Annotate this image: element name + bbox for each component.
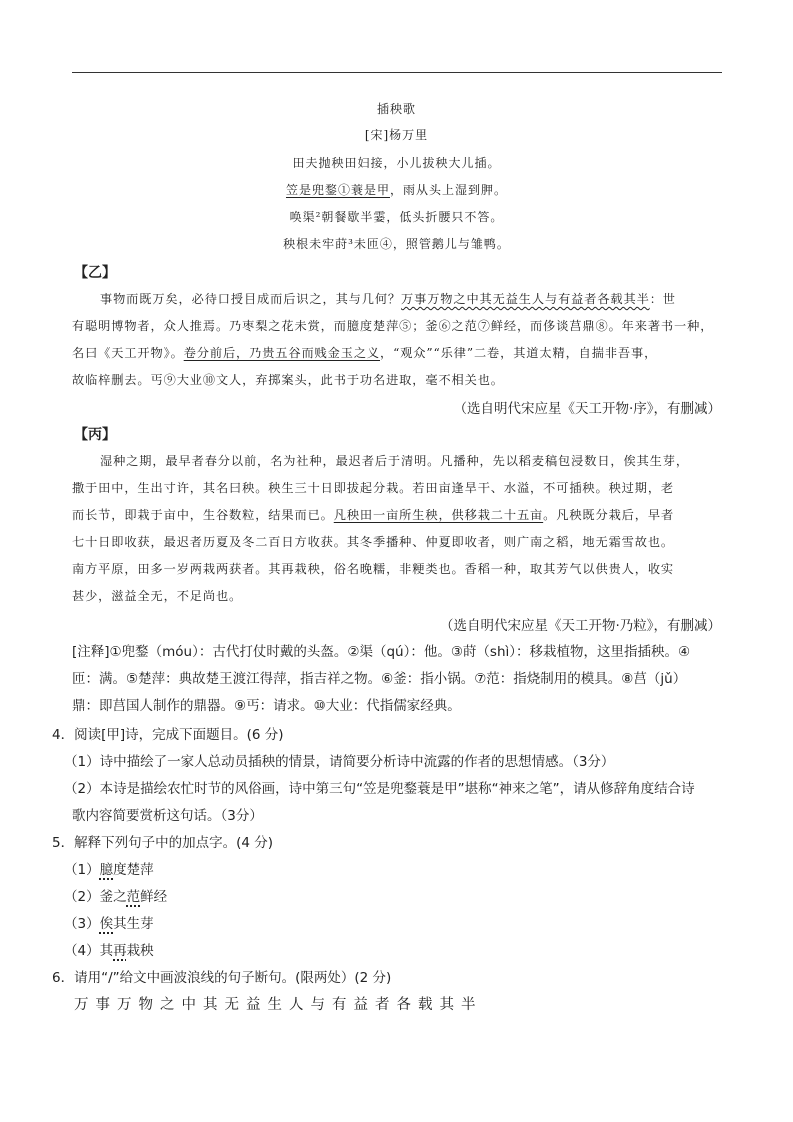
question-5: 5．解释下列句子中的加点字。(4 分) — [52, 835, 274, 851]
bing-line-2: 撒于田中，生出寸许，其名曰秧。秧生三十日即拔起分栽。若田亩逢旱干、水溢，不可插秧。秧过期，老 — [72, 481, 675, 495]
question-5-2 — [64, 885, 167, 905]
q5-3-suffix: 其生芽 — [113, 916, 154, 932]
section-yi-heading: 【乙】 — [74, 265, 116, 281]
poem-line-2 — [0, 181, 793, 198]
poem-line-2-rest: ，雨从头上湿到胛。 — [390, 183, 508, 197]
top-rule — [72, 72, 722, 73]
q5-2-suffix: 鲜经 — [140, 889, 168, 905]
bing-line-3-start: 而长节，即栽于亩中，生谷数粒，结果而已。 — [72, 508, 334, 522]
q5-3-dotted-char: 俟 — [99, 916, 114, 932]
question-5-1 — [64, 858, 154, 878]
bing-line-3 — [72, 506, 674, 523]
yi-line-1 — [100, 290, 676, 307]
yi-line-2: 有聪明博物者，众人推焉。乃枣梨之花未赏，而臆度楚萍⑤；釜⑥之范⑦鲜经，而侈谈莒鼎⑧。年来著书一种， — [72, 319, 714, 333]
question-6-sentence: 万事万物之中其无益生人与有益者各载其半 — [74, 997, 483, 1013]
yi-line-4: 故临梓删去。丐⑨大业⑩文人，弃掷案头，此书于功名进取，毫不相关也。 — [72, 373, 504, 387]
bing-line-3-end: 。凡秧既分栽后，早者 — [543, 508, 675, 522]
yi-source: （选自明代宋应星《天工开物·序》，有删减） — [453, 401, 721, 417]
bing-line-5: 南方平原，田多一岁两栽两获者。其再栽秧，俗名晚糯，非粳类也。香稻一种，取其芳气以供贵人，收实 — [72, 562, 675, 576]
q5-1-dotted-char: 臆 — [99, 862, 114, 878]
poem-author: [宋]杨万里 — [364, 128, 429, 142]
bing-source: （选自明代宋应星《天工开物·乃粒》，有删减） — [439, 618, 721, 634]
notes-line-2: 匝：满。⑤楚萍：典故楚王渡江得萍，指吉祥之物。⑥釜：指小锅。⑦范：指烧制用的模具。⑧莒（jǔ） — [72, 671, 687, 687]
question-4-1: （1）诗中描绘了一家人总动员插秧的情景，请简要分析诗中流露的作者的思想情感。（3分） — [64, 754, 615, 770]
poem-line-1: 田夫抛秧田妇接，小儿拔秧大儿插。 — [292, 156, 501, 170]
q5-1-suffix: 度楚萍 — [113, 862, 154, 878]
poem-line-2-underlined: 笠是兜鍪①蓑是甲 — [285, 183, 390, 197]
yi-line-3-end: ，“观众”“乐律”二卷，其道太精，自揣非吾事， — [380, 346, 658, 360]
poem-title: 插秧歌 — [376, 102, 416, 116]
bing-underlined-sentence: 凡秧田一亩所生秧，供移栽二十五亩 — [333, 508, 544, 522]
notes-line-1: [注释]①兜鍪（móu）：古代打仗时戴的头盔。②渠（qú）：他。③莳（shì）：移栽植物，这里指插秧。④ — [72, 644, 691, 660]
q5-3-prefix: （3） — [64, 916, 100, 932]
yi-line-3 — [72, 344, 657, 361]
question-4-2b: 歌内容简要赏析这句话。（3分） — [72, 808, 263, 824]
yi-line-1-end: ：世 — [649, 292, 676, 306]
question-4: 4．阅读[甲]诗，完成下面题目。(6 分) — [52, 727, 284, 743]
poem-line-3: 唤渠²朝餐歇半霎，低头折腰只不答。 — [289, 210, 504, 224]
yi-line-3-start: 名曰《天工开物》。 — [72, 346, 184, 360]
bing-line-6: 甚少，滋益全无，不足尚也。 — [72, 589, 243, 603]
section-bing-heading: 【丙】 — [74, 427, 116, 443]
question-6: 6．请用“/”给文中画波浪线的句子断句。(限两处）(2 分) — [52, 970, 392, 986]
bing-line-1: 湿种之期，最早者春分以前，名为社种，最迟者后于清明。凡播种，先以稻麦稿包浸数日，俟其生芽， — [100, 454, 689, 468]
poem-line-4: 秧根未牢莳³未匝④，照管鹅儿与雏鸭。 — [283, 237, 510, 251]
question-5-3 — [64, 912, 154, 932]
q5-2-prefix: （2）釜之 — [64, 889, 127, 905]
q5-2-dotted-char: 范 — [126, 889, 141, 905]
q5-4-suffix: 栽秧 — [126, 943, 154, 959]
notes-line-3: 鼎：即莒国人制作的鼎器。⑨丐：请求。⑩大业：代指儒家经典。 — [72, 698, 461, 714]
yi-wavy-sentence: 万事万物之中其无益生人与有益者各载其半 — [401, 292, 650, 306]
yi-line-1-start: 事物而既万矣，必待口授目成而后识之，其与几何？ — [100, 292, 402, 306]
bing-line-4: 七十日即收获，最迟者历夏及冬二百日方收获。其冬季播种、仲夏即收者，则广南之稻，地无霜雪故也。 — [72, 535, 675, 549]
question-4-2a: （2）本诗是描绘农忙时节的风俗画，诗中第三句“笠是兜鍪蓑是甲”堪称“神来之笔”，请从修辞角度结合诗 — [64, 781, 695, 797]
q5-1-prefix: （1） — [64, 862, 100, 878]
q5-4-prefix: （4）其 — [64, 943, 114, 959]
yi-underlined-sentence: 卷分前后，乃贵五谷而贱金玉之义 — [183, 346, 380, 360]
question-5-4 — [64, 939, 154, 959]
q5-4-dotted-char: 再 — [113, 943, 127, 959]
